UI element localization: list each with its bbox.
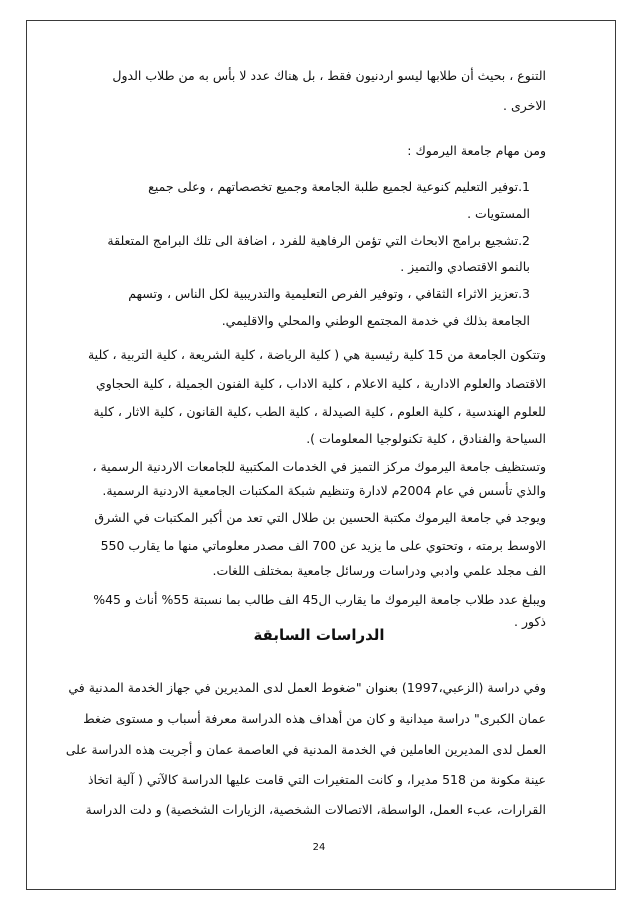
page-number: 24 xyxy=(312,842,326,853)
text-line: وفي دراسة (الزعبي،1997) بعنوان "ضغوط العمل لدى المديرين في جهاز الخدمة المدنية في xyxy=(68,680,546,695)
text-line: العمل لدى المديرين العاملين في الخدمة المدنية في العاصمة عمان و أجريت هذه الدراسة على xyxy=(65,742,546,757)
list-item: 1.توفير التعليم كنوعية لجميع طلبة الجامعة وجميع تخصصاتهم ، وعلى جميع xyxy=(148,179,530,194)
text-line: وتستظيف جامعة اليرموك مركز التميز في الخدمات المكتبية للجامعات الاردنية الرسمية ، xyxy=(92,459,546,474)
text-line: الف مجلد علمي وادبي ودراسات ورسائل جامعية بمختلف اللغات. xyxy=(212,563,546,578)
text-line: ذكور . xyxy=(514,614,546,629)
text-line: والذي تأسس في عام 2004م لادارة وتنظيم شبكة المكتبات الجامعية الاردنية الرسمية. xyxy=(102,483,546,498)
text-line: القرارات، عبء العمل، الواسطة، الاتصالات الشخصية، الزيارات الشخصية) و دلت الدراسة xyxy=(85,802,546,817)
text-line: الجامعة بذلك في خدمة المجتمع الوطني والمحلي والاقليمي. xyxy=(221,313,530,328)
text-line: الاوسط برمته ، وتحتوي على ما يزيد عن 700 الف مصدر معلوماتي منها ما يقارب 550 xyxy=(100,538,546,553)
list-item: 3.تعزيز الاثراء الثقافي ، وتوفير الفرص التعليمية والتدريبية لكل الناس ، وتسهم xyxy=(128,286,530,301)
text-line: الاخرى . xyxy=(503,98,546,113)
text-line: وتتكون الجامعة من 15 كلية رئيسية هي ( كلية الرياضة ، كلية الشريعة ، كلية التربية ، كلية xyxy=(87,347,546,362)
text-line: للعلوم الهندسية ، كلية العلوم ، كلية الصيدلة ، كلية الطب ،كلية القانون ، كلية الاثار ، كلية xyxy=(93,404,546,419)
text-line: السياحة والفنادق ، كلية تكنولوجيا المعلومات ). xyxy=(306,431,546,446)
list-item: 2.تشجيع برامج الابحاث التي تؤمن الرفاهية للفرد ، اضافة الى تلك البرامج المتعلقة xyxy=(107,233,530,248)
text-line: الاقتصاد والعلوم الادارية ، كلية الاعلام ، كلية الاداب ، كلية الفنون الجميلة ، كلية الحجاوي xyxy=(95,376,546,391)
section-heading: الدراسات السابقة xyxy=(253,626,385,644)
text-line: ويوجد في جامعة اليرموك مكتبة الحسين بن طلال التي تعد من أكبر المكتبات في الشرق xyxy=(94,510,546,525)
text-line: بالنمو الاقتصادي والتميز . xyxy=(400,259,530,274)
text-line: ومن مهام جامعة اليرموك : xyxy=(407,143,546,158)
text-line: ويبلغ عدد طلاب جامعة اليرموك ما يقارب ال45 الف طالب بما نسبتة 55% أناث و 45% xyxy=(93,592,546,607)
text-line: المستويات . xyxy=(467,206,530,221)
text-line: التنوع ، بحيث أن طلابها ليسو اردنيون فقط ، بل هناك عدد لا بأس به من طلاب الدول xyxy=(112,68,546,83)
text-line: عينة مكونة من 518 مديرا، و كانت المتغيرات التي قامت عليها الدراسة كالآتي ( آلية اتخاذ xyxy=(87,772,546,787)
text-line: عمان الكبرى" دراسة ميدانية و كان من أهداف هذه الدراسة معرفة أسباب و مستوى ضغط xyxy=(83,711,546,726)
